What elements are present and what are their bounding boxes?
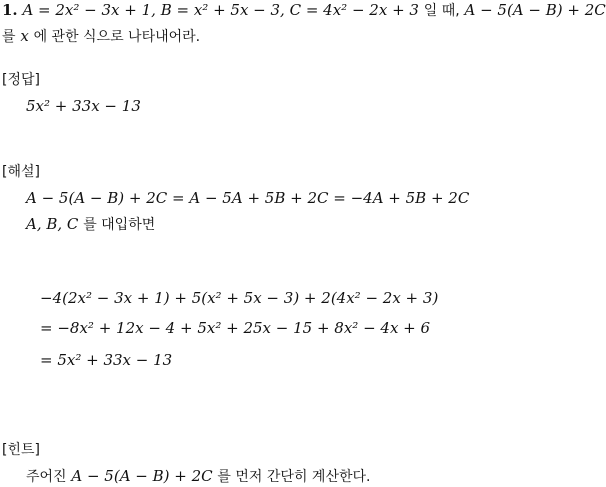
hint-expression: A − 5(A − B) + 2C — [71, 467, 213, 485]
problem-number: 1. — [2, 1, 18, 19]
hint-text-a: 주어진 — [26, 469, 67, 485]
hint-text-b: 를 먼저 간단히 계산한다. — [217, 469, 371, 485]
problem-line-2 — [2, 26, 200, 47]
calc-step-3: = 5x² + 33x − 13 — [40, 351, 173, 369]
answer-label: [정답] — [2, 72, 40, 88]
answer-expression: 5x² + 33x − 13 — [26, 97, 141, 115]
solution-variables: A, B, C — [26, 215, 79, 233]
solution-line-2 — [26, 214, 155, 235]
solution-label: [해설] — [2, 164, 40, 180]
calc-step-2: = −8x² + 12x − 4 + 5x² + 25x − 15 + 8x² − 4x + 6 — [40, 319, 431, 337]
hint-label: [힌트] — [2, 442, 40, 458]
solution-substitute-text: 를 대입하면 — [83, 217, 156, 233]
problem-definitions: A = 2x² − 3x + 1, B = x² + 5x − 3, C = 4x² − 2x + 3 — [22, 1, 419, 19]
problem-line-1 — [2, 0, 606, 21]
solution-line-1: A − 5(A − B) + 2C = A − 5A + 5B + 2C = −4A + 5B + 2C — [26, 189, 470, 207]
problem-text-a: 를 — [2, 29, 16, 45]
calc-step-1: −4(2x² − 3x + 1) + 5(x² + 5x − 3) + 2(4x² − 2x + 3) — [40, 289, 439, 307]
problem-text-b: 에 관한 식으로 나타내어라. — [33, 29, 201, 45]
hint-line — [26, 466, 370, 487]
problem-variable: x — [20, 27, 29, 45]
problem-condition-text: 일 때, — [423, 3, 460, 19]
problem-target-expression: A − 5(A − B) + 2C — [464, 1, 606, 19]
